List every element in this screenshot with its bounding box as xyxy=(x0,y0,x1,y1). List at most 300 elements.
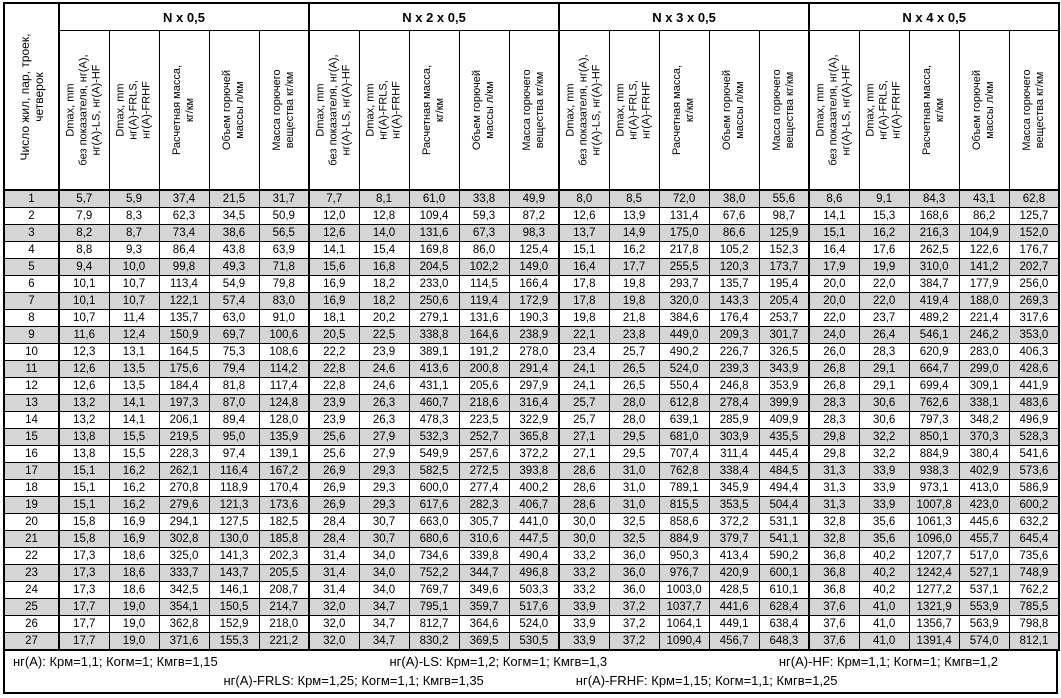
cell: 639,1 xyxy=(659,412,709,429)
cell: 28,0 xyxy=(609,395,659,412)
cell: 25,7 xyxy=(559,412,609,429)
cell: 291,4 xyxy=(509,361,559,378)
cell: 343,9 xyxy=(759,361,809,378)
cell: 345,9 xyxy=(709,480,759,497)
cell: 311,4 xyxy=(709,446,759,463)
cell: 11,6 xyxy=(59,327,109,344)
cell: 12,8 xyxy=(359,208,409,225)
cell: 262,5 xyxy=(909,242,959,259)
row-number: 8 xyxy=(4,310,59,327)
cell: 16,4 xyxy=(809,242,859,259)
table-row xyxy=(4,480,1059,497)
cell: 50,9 xyxy=(259,208,309,225)
cell: 369,5 xyxy=(459,633,509,651)
cell: 7,7 xyxy=(309,190,359,208)
cell: 380,4 xyxy=(959,446,1009,463)
cell: 221,4 xyxy=(959,310,1009,327)
cell: 15,1 xyxy=(59,463,109,480)
cell: 31,0 xyxy=(609,480,659,497)
cell: 62,3 xyxy=(159,208,209,225)
column-header-label: Dmax, mm нг(А)-FRLS, нг(А)-FRHF xyxy=(864,80,903,140)
cell: 113,4 xyxy=(159,276,209,293)
cell: 449,1 xyxy=(709,616,759,633)
cell: 12,6 xyxy=(59,378,109,395)
cell: 164,6 xyxy=(459,327,509,344)
cell: 149,0 xyxy=(509,259,559,276)
cell: 524,0 xyxy=(509,616,559,633)
cell: 31,4 xyxy=(309,582,359,599)
cell: 517,0 xyxy=(959,548,1009,565)
cell: 89,4 xyxy=(209,412,259,429)
cell: 29,1 xyxy=(859,361,909,378)
row-number: 22 xyxy=(4,548,59,565)
cell: 262,1 xyxy=(159,463,209,480)
cell: 610,1 xyxy=(759,582,809,599)
table-row xyxy=(4,242,1059,259)
cell: 99,8 xyxy=(159,259,209,276)
row-number: 11 xyxy=(4,361,59,378)
cell: 278,4 xyxy=(709,395,759,412)
cell: 370,3 xyxy=(959,429,1009,446)
cell: 209,3 xyxy=(709,327,759,344)
column-header-dmax-frls-frhf xyxy=(609,31,659,191)
cell: 155,3 xyxy=(209,633,259,651)
cell: 1090,4 xyxy=(659,633,709,651)
cell: 23,4 xyxy=(559,344,609,361)
coefficients-line-1 xyxy=(5,652,1056,671)
cell: 37,6 xyxy=(809,633,859,651)
cell: 30,7 xyxy=(359,531,409,548)
column-header-flammable-mass-volume xyxy=(459,31,509,191)
cell: 353,0 xyxy=(1009,327,1059,344)
cell: 36,0 xyxy=(609,565,659,582)
column-header-label: Расчетная масса, кг/км xyxy=(171,64,196,156)
cell: 41,0 xyxy=(859,599,909,616)
cell: 13,5 xyxy=(109,361,159,378)
column-header-label: Dmax, mm без показателя, нг(А), нг(А)-LS, нг(А)-HF xyxy=(564,54,603,166)
cell: 150,9 xyxy=(159,327,209,344)
cell: 812,7 xyxy=(409,616,459,633)
table-row xyxy=(4,208,1059,225)
cell: 29,1 xyxy=(859,378,909,395)
cell: 86,2 xyxy=(959,208,1009,225)
cell: 190,3 xyxy=(509,310,559,327)
column-header-label: Масса горючего вещества кг/км xyxy=(520,69,546,151)
table-row xyxy=(4,361,1059,378)
cell: 197,3 xyxy=(159,395,209,412)
group-title-nx05: N x 0,5 xyxy=(59,3,309,31)
cell: 17,7 xyxy=(59,633,109,651)
cell: 16,2 xyxy=(859,225,909,242)
cell: 19,8 xyxy=(559,310,609,327)
cell: 173,6 xyxy=(259,497,309,514)
column-header-label: Объем горючей массы л/км xyxy=(221,69,246,151)
cell: 119,4 xyxy=(459,293,509,310)
cell: 1207,7 xyxy=(909,548,959,565)
cell: 86,6 xyxy=(709,225,759,242)
cell: 15,6 xyxy=(309,259,359,276)
cell: 175,6 xyxy=(159,361,209,378)
table-row xyxy=(4,599,1059,616)
cell: 797,3 xyxy=(909,412,959,429)
cell: 364,6 xyxy=(459,616,509,633)
row-number: 24 xyxy=(4,582,59,599)
cell: 490,2 xyxy=(659,344,709,361)
cell: 483,6 xyxy=(1009,395,1059,412)
cell: 282,3 xyxy=(459,497,509,514)
cell: 71,8 xyxy=(259,259,309,276)
cell: 798,8 xyxy=(1009,616,1059,633)
cell: 228,3 xyxy=(159,446,209,463)
cell: 16,9 xyxy=(109,531,159,548)
cell: 344,7 xyxy=(459,565,509,582)
cell: 16,2 xyxy=(109,480,159,497)
cell: 102,2 xyxy=(459,259,509,276)
cell: 549,9 xyxy=(409,446,459,463)
cell: 114,5 xyxy=(459,276,509,293)
cell: 309,1 xyxy=(959,378,1009,395)
cell: 531,1 xyxy=(759,514,809,531)
cell: 16,4 xyxy=(559,259,609,276)
cell: 143,3 xyxy=(709,293,759,310)
cell: 177,9 xyxy=(959,276,1009,293)
cell: 33,2 xyxy=(559,582,609,599)
cell: 310,0 xyxy=(909,259,959,276)
cell: 152,0 xyxy=(1009,225,1059,242)
row-number: 2 xyxy=(4,208,59,225)
cell: 33,9 xyxy=(859,463,909,480)
column-header-dmax-basic xyxy=(59,31,109,191)
cell: 8,6 xyxy=(809,190,859,208)
cell: 762,8 xyxy=(659,463,709,480)
cell: 114,2 xyxy=(259,361,309,378)
cell: 428,5 xyxy=(709,582,759,599)
cell: 86,4 xyxy=(159,242,209,259)
cell: 205,4 xyxy=(759,293,809,310)
cell: 167,2 xyxy=(259,463,309,480)
cell: 21,5 xyxy=(209,190,259,208)
cell: 504,4 xyxy=(759,497,809,514)
cell: 18,2 xyxy=(359,293,409,310)
column-header-dmax-basic xyxy=(309,31,359,191)
cell: 748,9 xyxy=(1009,565,1059,582)
cell: 5,7 xyxy=(59,190,109,208)
cell: 638,4 xyxy=(759,616,809,633)
cell: 28,3 xyxy=(809,395,859,412)
column-header-flammable-substance-mass xyxy=(759,31,809,191)
cell: 79,8 xyxy=(259,276,309,293)
cell: 1356,7 xyxy=(909,616,959,633)
column-header-flammable-mass-volume xyxy=(959,31,1009,191)
coefficient-note: нг(А)-FRHF: Крм=1,15; Когм=1,1; Кмгв=1,25 xyxy=(575,673,838,688)
cell: 1003,0 xyxy=(659,582,709,599)
cell: 233,0 xyxy=(409,276,459,293)
cell: 431,1 xyxy=(409,378,459,395)
cell: 20,2 xyxy=(359,310,409,327)
cell: 72,0 xyxy=(659,190,709,208)
table-row xyxy=(4,344,1059,361)
cell: 184,4 xyxy=(159,378,209,395)
cell: 255,5 xyxy=(659,259,709,276)
column-header-flammable-substance-mass xyxy=(259,31,309,191)
cell: 24,6 xyxy=(359,361,409,378)
cell: 257,6 xyxy=(459,446,509,463)
cell: 28,4 xyxy=(309,514,359,531)
cell: 447,5 xyxy=(509,531,559,548)
cell: 310,6 xyxy=(459,531,509,548)
column-header-label: Dmax, mm нг(А)-FRLS, нг(А)-FRHF xyxy=(614,80,653,140)
column-header-label: Dmax, mm без показателя, нг(А), нг(А)-LS, нг(А)-HF xyxy=(814,54,853,166)
cell: 789,1 xyxy=(659,480,709,497)
cell: 37,6 xyxy=(809,599,859,616)
cell: 28,4 xyxy=(309,531,359,548)
cell: 15,5 xyxy=(109,446,159,463)
cell: 15,1 xyxy=(559,242,609,259)
column-header-calculated-mass xyxy=(409,31,459,191)
cell: 32,0 xyxy=(309,616,359,633)
cell: 441,9 xyxy=(1009,378,1059,395)
cell: 600,0 xyxy=(409,480,459,497)
cell: 14,0 xyxy=(359,225,409,242)
row-number: 15 xyxy=(4,429,59,446)
cell: 218,0 xyxy=(259,616,309,633)
cell: 402,9 xyxy=(959,463,1009,480)
cell: 699,4 xyxy=(909,378,959,395)
cell: 1321,9 xyxy=(909,599,959,616)
cell: 406,7 xyxy=(509,497,559,514)
cell: 270,8 xyxy=(159,480,209,497)
cell: 17,8 xyxy=(559,276,609,293)
cell: 648,3 xyxy=(759,633,809,651)
cell: 117,4 xyxy=(259,378,309,395)
cell: 12,4 xyxy=(109,327,159,344)
column-header-dmax-basic xyxy=(809,31,859,191)
cell: 18,2 xyxy=(359,276,409,293)
cell: 294,1 xyxy=(159,514,209,531)
cell: 18,6 xyxy=(109,565,159,582)
row-number: 21 xyxy=(4,531,59,548)
cell: 389,1 xyxy=(409,344,459,361)
cell: 12,6 xyxy=(559,208,609,225)
cell: 135,9 xyxy=(259,429,309,446)
column-header-calculated-mass xyxy=(159,31,209,191)
cell: 172,9 xyxy=(509,293,559,310)
cell: 435,5 xyxy=(759,429,809,446)
cell: 27,1 xyxy=(559,429,609,446)
table-row xyxy=(4,412,1059,429)
cell: 37,2 xyxy=(609,633,659,651)
cell: 339,8 xyxy=(459,548,509,565)
cell: 21,8 xyxy=(609,310,659,327)
table-row xyxy=(4,293,1059,310)
coefficient-note: нг(А)-LS: Крм=1,2; Когм=1; Кмгв=1,3 xyxy=(389,654,608,669)
cell: 19,0 xyxy=(109,616,159,633)
cell: 277,4 xyxy=(459,480,509,497)
cell: 590,2 xyxy=(759,548,809,565)
cell: 164,5 xyxy=(159,344,209,361)
cell: 141,2 xyxy=(959,259,1009,276)
cell: 36,8 xyxy=(809,548,859,565)
cell: 200,8 xyxy=(459,361,509,378)
coefficients-line-2 xyxy=(5,671,1056,690)
cell: 32,0 xyxy=(309,599,359,616)
cell: 22,0 xyxy=(859,293,909,310)
cell: 354,1 xyxy=(159,599,209,616)
cell: 628,4 xyxy=(759,599,809,616)
cell: 283,0 xyxy=(959,344,1009,361)
column-header-flammable-substance-mass xyxy=(1009,31,1059,191)
cell: 302,8 xyxy=(159,531,209,548)
cell: 333,7 xyxy=(159,565,209,582)
cell: 24,1 xyxy=(559,378,609,395)
cell: 139,1 xyxy=(259,446,309,463)
group-title-nx4x05: N x 4 x 0,5 xyxy=(809,3,1059,31)
cell: 34,7 xyxy=(359,616,409,633)
cable-mass-parameters-sheet xyxy=(3,2,1058,694)
cell: 600,1 xyxy=(759,565,809,582)
cell: 10,1 xyxy=(59,293,109,310)
cell: 32,5 xyxy=(609,514,659,531)
cell: 734,6 xyxy=(409,548,459,565)
cell: 12,6 xyxy=(59,361,109,378)
cell: 445,6 xyxy=(959,514,1009,531)
cell: 121,3 xyxy=(209,497,259,514)
column-header-label: Расчетная масса, кг/км xyxy=(421,64,447,156)
cell: 489,2 xyxy=(909,310,959,327)
cell: 490,4 xyxy=(509,548,559,565)
cell: 541,6 xyxy=(1009,446,1059,463)
cell: 13,9 xyxy=(609,208,659,225)
cell: 32,8 xyxy=(809,514,859,531)
cell: 29,3 xyxy=(359,480,409,497)
cell: 8,7 xyxy=(109,225,159,242)
cell: 219,5 xyxy=(159,429,209,446)
cell: 37,2 xyxy=(609,599,659,616)
cell: 365,8 xyxy=(509,429,559,446)
cell: 28,6 xyxy=(559,480,609,497)
cell: 118,9 xyxy=(209,480,259,497)
cell: 15,5 xyxy=(109,429,159,446)
cell: 16,2 xyxy=(109,497,159,514)
cell: 617,6 xyxy=(409,497,459,514)
row-number: 16 xyxy=(4,446,59,463)
cell: 362,8 xyxy=(159,616,209,633)
cell: 15,4 xyxy=(359,242,409,259)
cell: 24,6 xyxy=(359,378,409,395)
cell: 17,8 xyxy=(559,293,609,310)
cell: 320,0 xyxy=(659,293,709,310)
cell: 1064,1 xyxy=(659,616,709,633)
row-number: 18 xyxy=(4,480,59,497)
row-number: 10 xyxy=(4,344,59,361)
cell: 116,4 xyxy=(209,463,259,480)
cell: 146,1 xyxy=(209,582,259,599)
row-number: 25 xyxy=(4,599,59,616)
cell: 246,2 xyxy=(959,327,1009,344)
cell: 17,9 xyxy=(809,259,859,276)
cell: 246,8 xyxy=(709,378,759,395)
cell: 59,3 xyxy=(459,208,509,225)
cell: 31,0 xyxy=(609,497,659,514)
cell: 8,1 xyxy=(359,190,409,208)
cell: 884,9 xyxy=(909,446,959,463)
cell: 27,9 xyxy=(359,446,409,463)
cell: 353,9 xyxy=(759,378,809,395)
cell: 496,9 xyxy=(1009,412,1059,429)
cell: 69,7 xyxy=(209,327,259,344)
cell: 75,3 xyxy=(209,344,259,361)
cell: 632,2 xyxy=(1009,514,1059,531)
cell: 15,1 xyxy=(59,480,109,497)
cell: 9,4 xyxy=(59,259,109,276)
cell: 34,0 xyxy=(359,582,409,599)
cell: 214,7 xyxy=(259,599,309,616)
cell: 27,1 xyxy=(559,446,609,463)
cell: 785,5 xyxy=(1009,599,1059,616)
row-number: 9 xyxy=(4,327,59,344)
cell: 98,7 xyxy=(759,208,809,225)
cell: 31,4 xyxy=(309,565,359,582)
cell: 32,2 xyxy=(859,429,909,446)
cell: 23,9 xyxy=(309,412,359,429)
cell: 176,4 xyxy=(709,310,759,327)
cell: 305,7 xyxy=(459,514,509,531)
table-row xyxy=(4,531,1059,548)
cell: 17,3 xyxy=(59,582,109,599)
column-header-label: Масса горючего вещества кг/км xyxy=(770,69,796,151)
cell: 33,9 xyxy=(559,633,609,651)
row-number: 6 xyxy=(4,276,59,293)
cell: 135,7 xyxy=(709,276,759,293)
cell: 32,2 xyxy=(859,446,909,463)
cell: 33,9 xyxy=(859,497,909,514)
cell: 168,6 xyxy=(909,208,959,225)
cell: 325,0 xyxy=(159,548,209,565)
cell: 12,3 xyxy=(59,344,109,361)
cell: 541,1 xyxy=(759,531,809,548)
cell: 16,2 xyxy=(109,463,159,480)
cell: 25,7 xyxy=(559,395,609,412)
column-header-row xyxy=(4,31,1059,191)
cell: 23,7 xyxy=(859,310,909,327)
coefficients-footer xyxy=(3,651,1058,694)
cell: 188,0 xyxy=(959,293,1009,310)
column-header-dmax-frls-frhf xyxy=(859,31,909,191)
cell: 681,0 xyxy=(659,429,709,446)
cell: 23,9 xyxy=(309,395,359,412)
column-header-calculated-mass xyxy=(659,31,709,191)
cell: 15,3 xyxy=(859,208,909,225)
cell: 297,9 xyxy=(509,378,559,395)
cell: 36,0 xyxy=(609,548,659,565)
cell: 349,6 xyxy=(459,582,509,599)
cell: 36,0 xyxy=(609,582,659,599)
cell: 664,7 xyxy=(909,361,959,378)
cell: 5,9 xyxy=(109,190,159,208)
cell: 10,1 xyxy=(59,276,109,293)
cell: 135,7 xyxy=(159,310,209,327)
cell: 419,4 xyxy=(909,293,959,310)
cell: 105,2 xyxy=(709,242,759,259)
cell: 28,3 xyxy=(809,412,859,429)
cell: 272,5 xyxy=(459,463,509,480)
cell: 87,2 xyxy=(509,208,559,225)
cell: 17,6 xyxy=(859,242,909,259)
cell: 191,2 xyxy=(459,344,509,361)
cell: 28,0 xyxy=(609,412,659,429)
cell: 663,0 xyxy=(409,514,459,531)
row-number: 20 xyxy=(4,514,59,531)
